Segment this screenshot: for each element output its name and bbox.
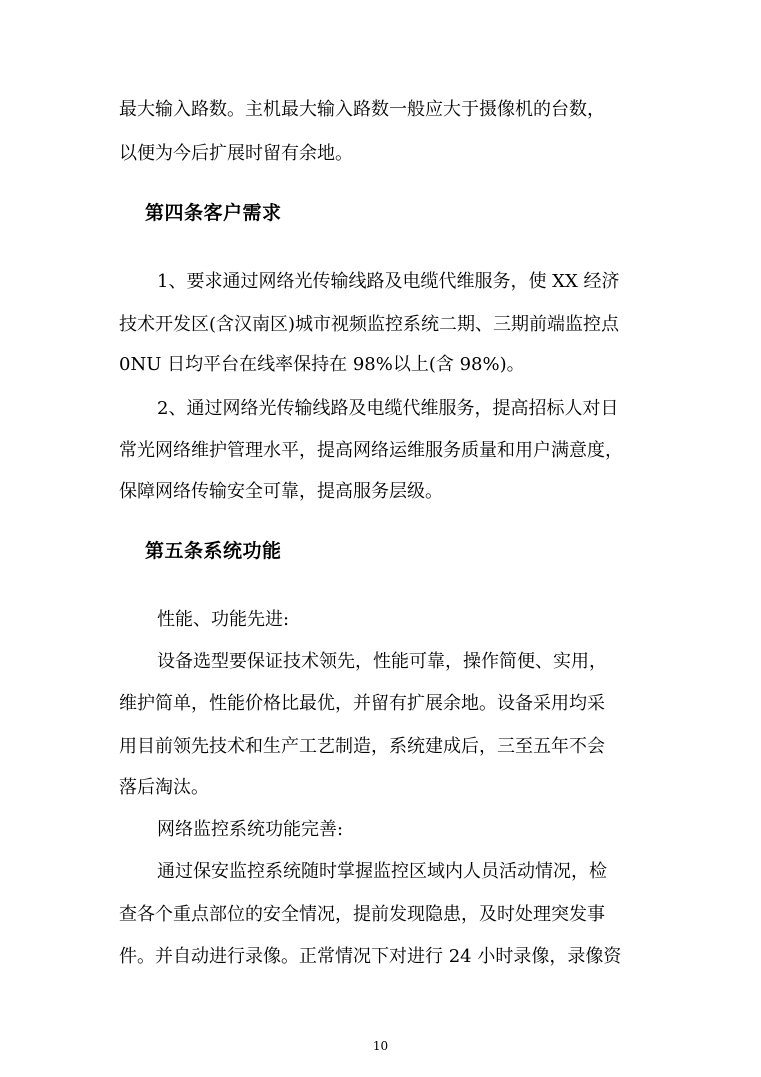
body-line: 最大输入路数。主机最大输入路数一般应大于摄像机的台数， <box>119 99 605 120</box>
body-line: 技术开发区(含汉南区)城市视频监控系统二期、三期前端监控点 <box>119 314 620 335</box>
body-line: 2、通过网络光传输线路及电缆代维服务，提高招标人对日 <box>157 398 619 419</box>
section-heading: 第五条系统功能 <box>145 540 282 562</box>
body-line: 件。并自动进行录像。正常情况下对进行 24 小时录像，录像资 <box>119 946 622 967</box>
body-line: 0NU 日均平台在线率保持在 98%以上(含 98%)。 <box>119 354 525 375</box>
body-line: 常光网络维护管理水平，提高网络运维服务质量和用户满意度， <box>119 440 623 461</box>
body-line: 查各个重点部位的安全情况，提前发现隐患，及时处理突发事 <box>119 904 605 925</box>
body-line: 落后淘汰。 <box>119 777 209 798</box>
body-line: 通过保安监控系统随时掌握监控区域内人员活动情况，检 <box>157 861 607 882</box>
body-line: 网络监控系统功能完善: <box>157 819 344 840</box>
body-line: 设备选型要保证技术领先，性能可靠，操作简便、实用， <box>157 651 607 672</box>
body-line: 用目前领先技术和生产工艺制造，系统建成后，三至五年不会 <box>119 736 605 757</box>
body-line: 性能、功能先进: <box>157 609 290 630</box>
page-number: 10 <box>372 1039 389 1053</box>
section-heading: 第四条客户需求 <box>145 202 282 224</box>
body-line: 保障网络传输安全可靠，提高服务层级。 <box>119 481 443 502</box>
body-line: 1、要求通过网络光传输线路及电缆代维服务，使 XX 经济 <box>157 271 620 292</box>
body-line: 以便为今后扩展时留有余地。 <box>119 143 353 164</box>
body-line: 维护简单，性能价格比最优，并留有扩展余地。设备采用均采 <box>119 693 605 714</box>
